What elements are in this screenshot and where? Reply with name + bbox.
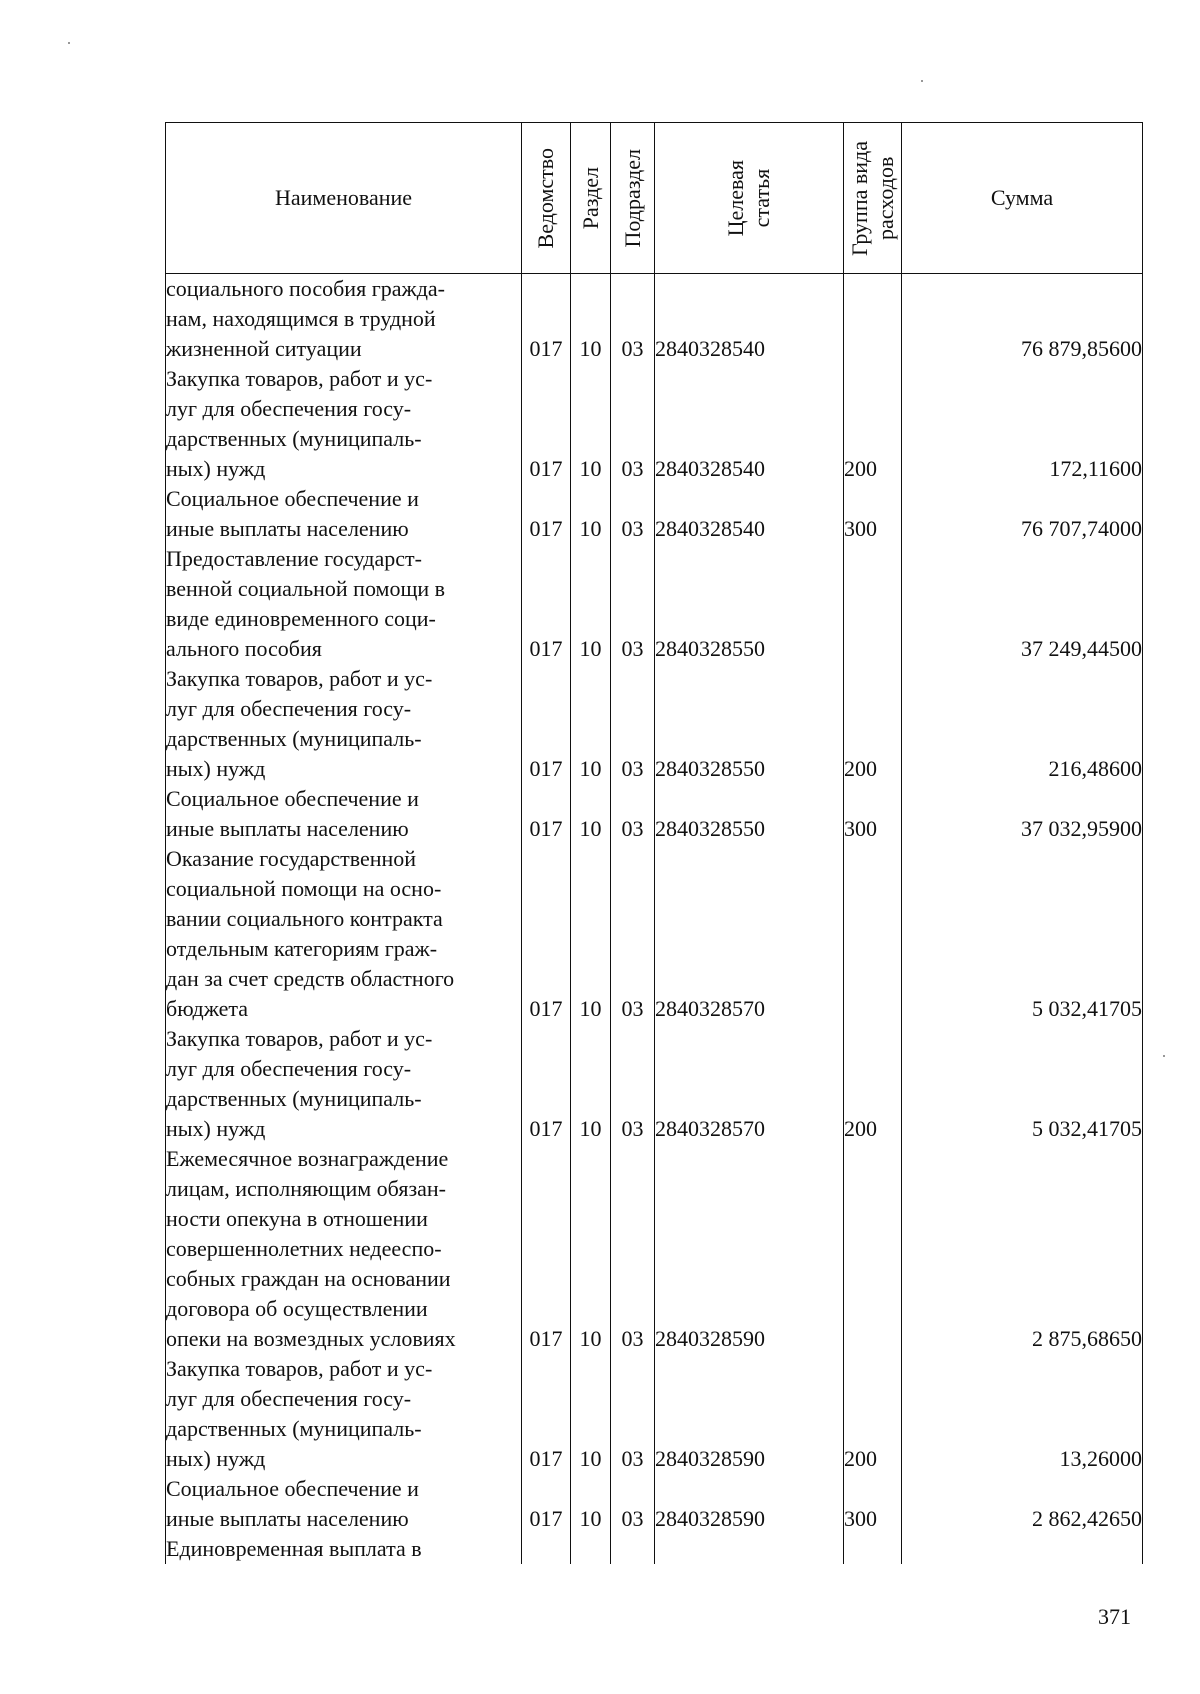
row-name: социального пособия гражда- нам, находящимся в трудной жизненной ситуации — [166, 274, 522, 365]
header-target: Целевая статья — [655, 123, 844, 274]
row-target: 2840328550 — [655, 664, 844, 784]
row-sum: 2 862,42650 — [902, 1474, 1143, 1534]
row-section: 10 — [571, 1144, 611, 1354]
row-dept — [522, 1534, 571, 1564]
row-sum: 76 707,74000 — [902, 484, 1143, 544]
row-expense-group: 300 — [844, 484, 902, 544]
row-name: Оказание государственной социальной помощи на осно- вании социального контракта отдельным категориям граж- дан за счет средств областного бюджета — [166, 844, 522, 1024]
row-name: Единовременная выплата в — [166, 1534, 522, 1564]
row-subsection: 03 — [611, 274, 655, 365]
row-expense-group: 200 — [844, 1354, 902, 1474]
row-dept: 017 — [522, 364, 571, 484]
row-subsection: 03 — [611, 784, 655, 844]
table-row — [166, 1534, 1143, 1564]
row-name: Закупка товаров, работ и ус- луг для обеспечения госу- дарственных (муниципаль- ных) нужд — [166, 664, 522, 784]
table-row — [166, 364, 1143, 484]
row-expense-group: 300 — [844, 784, 902, 844]
row-subsection: 03 — [611, 364, 655, 484]
row-expense-group: 200 — [844, 1024, 902, 1144]
row-subsection: 03 — [611, 1474, 655, 1534]
row-section: 10 — [571, 484, 611, 544]
header-name: Наименование — [166, 123, 522, 274]
row-sum: 76 879,85600 — [902, 274, 1143, 365]
row-target: 2840328540 — [655, 274, 844, 365]
row-dept: 017 — [522, 274, 571, 365]
header-subsection: Подраздел — [611, 123, 655, 274]
row-section: 10 — [571, 1474, 611, 1534]
row-section: 10 — [571, 544, 611, 664]
table-row — [166, 844, 1143, 1024]
row-name: Закупка товаров, работ и ус- луг для обеспечения госу- дарственных (муниципаль- ных) нужд — [166, 1024, 522, 1144]
row-target: 2840328540 — [655, 484, 844, 544]
header-expense-group: Группа вида расходов — [844, 123, 902, 274]
row-name: Закупка товаров, работ и ус- луг для обеспечения госу- дарственных (муниципаль- ных) нужд — [166, 1354, 522, 1474]
row-name: Закупка товаров, работ и ус- луг для обеспечения госу- дарственных (муниципаль- ных) нужд — [166, 364, 522, 484]
row-name: Социальное обеспечение и иные выплаты населению — [166, 1474, 522, 1534]
row-section: 10 — [571, 664, 611, 784]
row-sum: 37 249,44500 — [902, 544, 1143, 664]
row-subsection: 03 — [611, 844, 655, 1024]
row-subsection: 03 — [611, 484, 655, 544]
row-expense-group — [844, 1534, 902, 1564]
row-subsection: 03 — [611, 1354, 655, 1474]
table-row — [166, 784, 1143, 844]
table-row — [166, 1474, 1143, 1534]
row-expense-group — [844, 274, 902, 365]
header-section: Раздел — [571, 123, 611, 274]
row-name: Ежемесячное вознаграждение лицам, исполняющим обязан- ности опекуна в отношении совершеннолетних недееспо- собных граждан на основании договора об осуществлении опеки на возмездных условиях — [166, 1144, 522, 1354]
table-row — [166, 664, 1143, 784]
row-dept: 017 — [522, 1354, 571, 1474]
row-dept: 017 — [522, 844, 571, 1024]
scan-speck — [921, 80, 923, 82]
table-row — [166, 1024, 1143, 1144]
row-dept: 017 — [522, 1144, 571, 1354]
row-name: Социальное обеспечение и иные выплаты населению — [166, 484, 522, 544]
row-expense-group: 300 — [844, 1474, 902, 1534]
row-target: 2840328540 — [655, 364, 844, 484]
row-sum: 5 032,41705 — [902, 1024, 1143, 1144]
row-expense-group — [844, 544, 902, 664]
scan-speck — [1163, 1055, 1165, 1057]
table-row — [166, 544, 1143, 664]
row-subsection: 03 — [611, 1144, 655, 1354]
row-section: 10 — [571, 1354, 611, 1474]
header-row — [166, 123, 1143, 274]
table-row — [166, 274, 1143, 365]
header-dept: Ведомство — [522, 123, 571, 274]
row-target: 2840328570 — [655, 1024, 844, 1144]
row-name: Социальное обеспечение и иные выплаты населению — [166, 784, 522, 844]
row-target: 2840328590 — [655, 1474, 844, 1534]
row-expense-group: 200 — [844, 664, 902, 784]
row-sum: 216,48600 — [902, 664, 1143, 784]
row-subsection: 03 — [611, 1024, 655, 1144]
row-expense-group: 200 — [844, 364, 902, 484]
row-dept: 017 — [522, 1024, 571, 1144]
row-name: Предоставление государст- венной социальной помощи в виде единовременного соци- ального пособия — [166, 544, 522, 664]
row-section: 10 — [571, 844, 611, 1024]
row-expense-group — [844, 1144, 902, 1354]
row-dept: 017 — [522, 1474, 571, 1534]
row-dept: 017 — [522, 664, 571, 784]
row-sum: 5 032,41705 — [902, 844, 1143, 1024]
table-row — [166, 1144, 1143, 1354]
row-subsection — [611, 1534, 655, 1564]
budget-table — [165, 122, 1143, 1564]
table-body — [166, 274, 1143, 1565]
row-sum: 37 032,95900 — [902, 784, 1143, 844]
row-dept: 017 — [522, 784, 571, 844]
header-sum: Сумма — [902, 123, 1143, 274]
row-sum — [902, 1534, 1143, 1564]
row-target — [655, 1534, 844, 1564]
page-number: 371 — [1098, 1604, 1131, 1629]
row-sum: 2 875,68650 — [902, 1144, 1143, 1354]
row-target: 2840328550 — [655, 784, 844, 844]
table-row — [166, 484, 1143, 544]
row-section: 10 — [571, 364, 611, 484]
row-target: 2840328590 — [655, 1354, 844, 1474]
row-section: 10 — [571, 274, 611, 365]
row-subsection: 03 — [611, 544, 655, 664]
row-expense-group — [844, 844, 902, 1024]
row-subsection: 03 — [611, 664, 655, 784]
row-section: 10 — [571, 784, 611, 844]
scan-speck — [68, 42, 70, 44]
row-sum: 172,11600 — [902, 364, 1143, 484]
row-sum: 13,26000 — [902, 1354, 1143, 1474]
row-dept: 017 — [522, 484, 571, 544]
row-dept: 017 — [522, 544, 571, 664]
table-row — [166, 1354, 1143, 1474]
row-section: 10 — [571, 1024, 611, 1144]
row-target: 2840328590 — [655, 1144, 844, 1354]
row-target: 2840328570 — [655, 844, 844, 1024]
row-target: 2840328550 — [655, 544, 844, 664]
row-section — [571, 1534, 611, 1564]
